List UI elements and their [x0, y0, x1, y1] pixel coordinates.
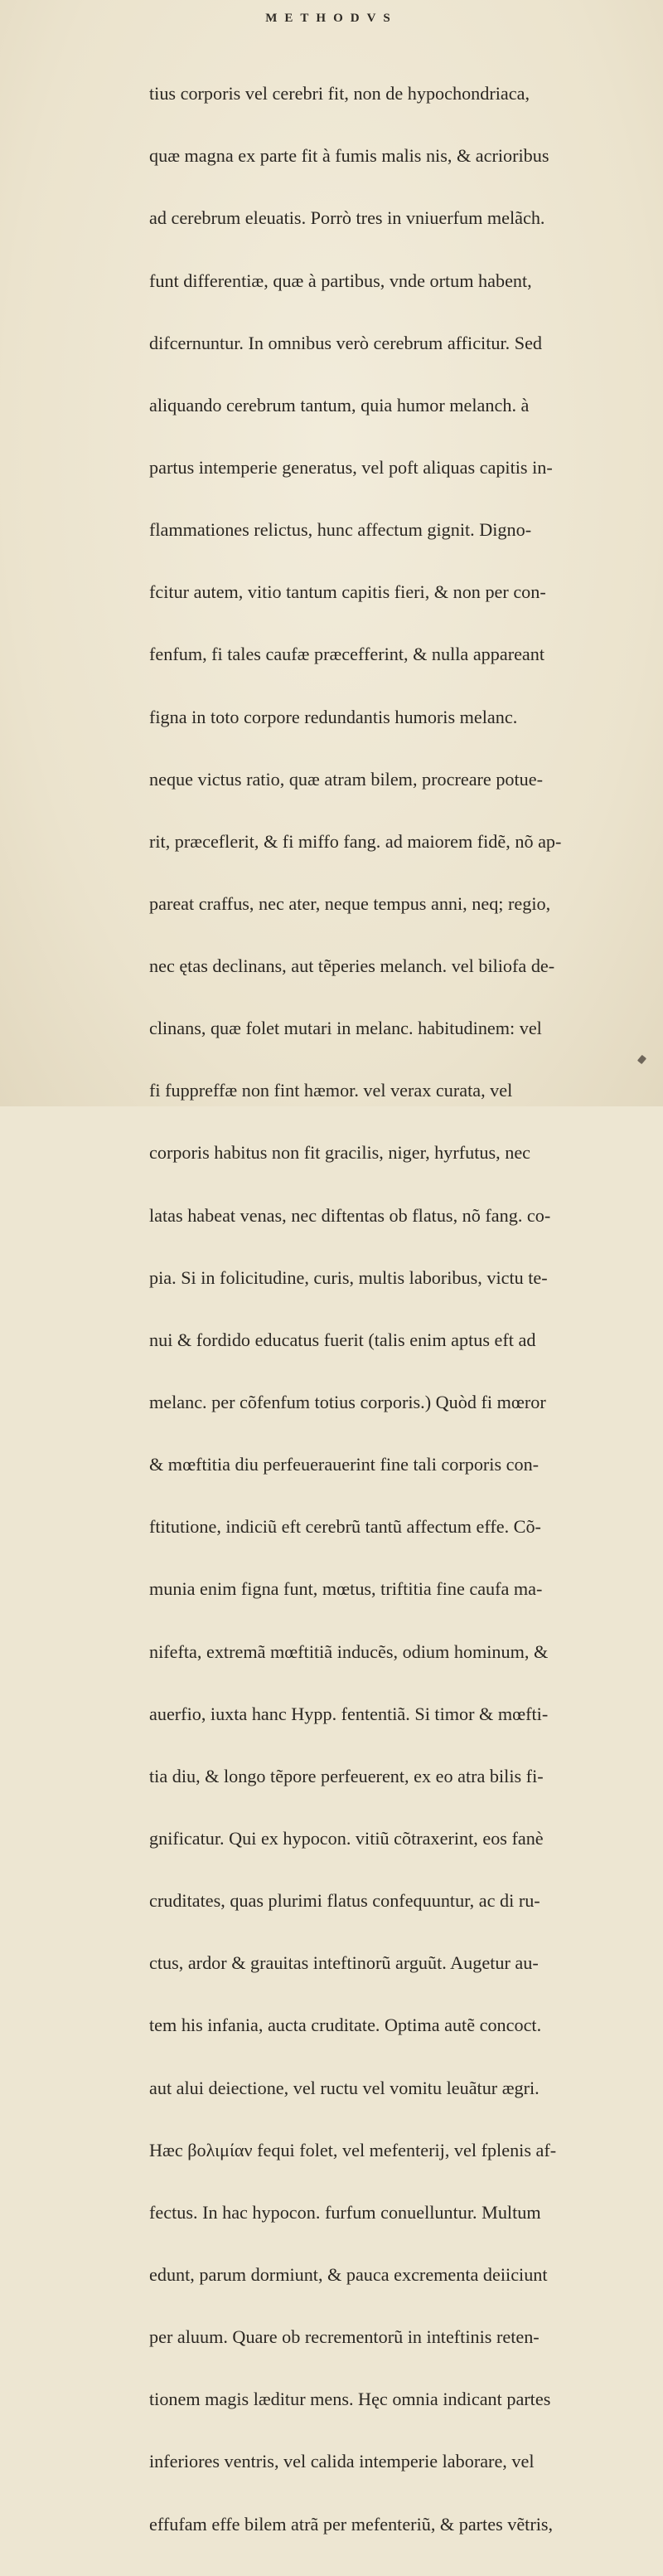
text-line: inferiores ventris, vel calida intemperie laborare, vel — [149, 2451, 535, 2472]
text-line: edunt, parum dormiunt, & pauca excrementa deiiciunt — [149, 2264, 548, 2286]
text-line: fcitur autem, vitio tantum capitis fieri, & non per con- — [149, 581, 546, 603]
text-line: ctus, ardor & grauitas inteftinorũ arguũt. Augetur au- — [149, 1952, 539, 1974]
text-line: difcernuntur. In omnibus verò cerebrum afficitur. Sed — [149, 332, 543, 353]
text-line: pareat craffus, nec ater, neque tempus anni, neq; regio, — [149, 892, 551, 914]
text-line: flammationes relictus, hunc affectum gignit. Digno- — [149, 519, 532, 541]
text-line: nec ętas declinans, aut tẽperies melanch. vel biliofa de- — [149, 955, 555, 977]
text-line: funt differentiæ, quæ à partibus, vnde ortum habent, — [149, 270, 532, 291]
text-line: nifefta, extremã mœftitiã inducẽs, odium hominum, & — [149, 1640, 549, 1662]
text-line: rit, præceflerit, & fi miffo fang. ad maiorem fidẽ, nõ ap- — [149, 830, 562, 852]
text-line: neque victus ratio, quæ atram bilem, procreare potue- — [149, 768, 544, 790]
body-text — [149, 41, 660, 2576]
text-line: clinans, quæ folet mutari in melanc. habitudinem: vel — [149, 1018, 542, 1039]
text-line: aut alui deiectione, vel ructu vel vomitu leuãtur ægri. — [149, 2077, 540, 2098]
text-line: latas habeat venas, nec diftentas ob flatus, nõ fang. co- — [149, 1204, 551, 1226]
text-line: tem his infania, aucta cruditate. Optima autẽ concoct. — [149, 2015, 542, 2036]
text-line: pia. Si in folicitudine, curis, multis laboribus, victu te- — [149, 1266, 548, 1288]
text-line: ftitutione, indiciũ eft cerebrũ tantũ affectum effe. Cõ- — [149, 1516, 541, 1538]
text-line: tius corporis vel cerebri fit, non de hypochondriaca, — [149, 83, 530, 104]
text-line: quæ magna ex parte fit à fumis malis nis, & acrioribus — [149, 145, 549, 167]
text-line: auerfio, iuxta hanc Hypp. fententiã. Si timor & mœfti- — [149, 1703, 549, 1724]
text-line: Hæc βολιμίαν fequi folet, vel mefenterij, vel fplenis af- — [149, 2139, 557, 2160]
running-head: METHODVS — [265, 12, 398, 25]
text-line: figna in toto corpore redundantis humoris melanc. — [149, 706, 518, 727]
text-line: tionem magis læditur mens. Hęc omnia indicant partes — [149, 2389, 551, 2410]
text-line: effufam effe bilem atrã per mefenteriũ, & partes vẽtris, — [149, 2513, 554, 2535]
text-line: gnificatur. Qui ex hypocon. vitiũ cõtraxerint, eos fanè — [149, 1828, 544, 1849]
text-line: per aluum. Quare ob recrementorũ in inteftinis reten- — [149, 2326, 540, 2348]
text-line: partus intemperie generatus, vel poft aliquas capitis in- — [149, 456, 553, 478]
text-line: melanc. per cõfenfum totius corporis.) Quòd fi mœror — [149, 1392, 546, 1413]
text-line: munia enim figna funt, mœtus, triftitia fine caufa ma- — [149, 1578, 543, 1600]
text-line: cruditates, quas plurimi flatus confequuntur, ac di ru- — [149, 1890, 540, 1912]
text-line: aliquando cerebrum tantum, quia humor melanch. à — [149, 394, 530, 416]
text-line: fi fuppreffæ non fint hæmor. vel verax curata, vel — [149, 1080, 513, 1101]
text-line: fectus. In hac hypocon. furfum conuelluntur. Multum — [149, 2201, 541, 2223]
text-line: nui & fordido educatus fuerit (talis enim aptus eft ad — [149, 1329, 536, 1350]
text-line: tia diu, & longo tẽpore perfeuerent, ex eo atra bilis fi- — [149, 1765, 544, 1786]
text-line: & mœftitia diu perfeuerauerint fine tali corporis con- — [149, 1454, 540, 1475]
text-line: fenfum, fi tales caufæ præcefferint, & nulla appareant — [149, 644, 545, 665]
text-line: corporis habitus non fit gracilis, niger, hyrfutus, nec — [149, 1142, 531, 1164]
text-line: ad cerebrum eleuatis. Porrò tres in vniuerfum melãch. — [149, 207, 545, 229]
